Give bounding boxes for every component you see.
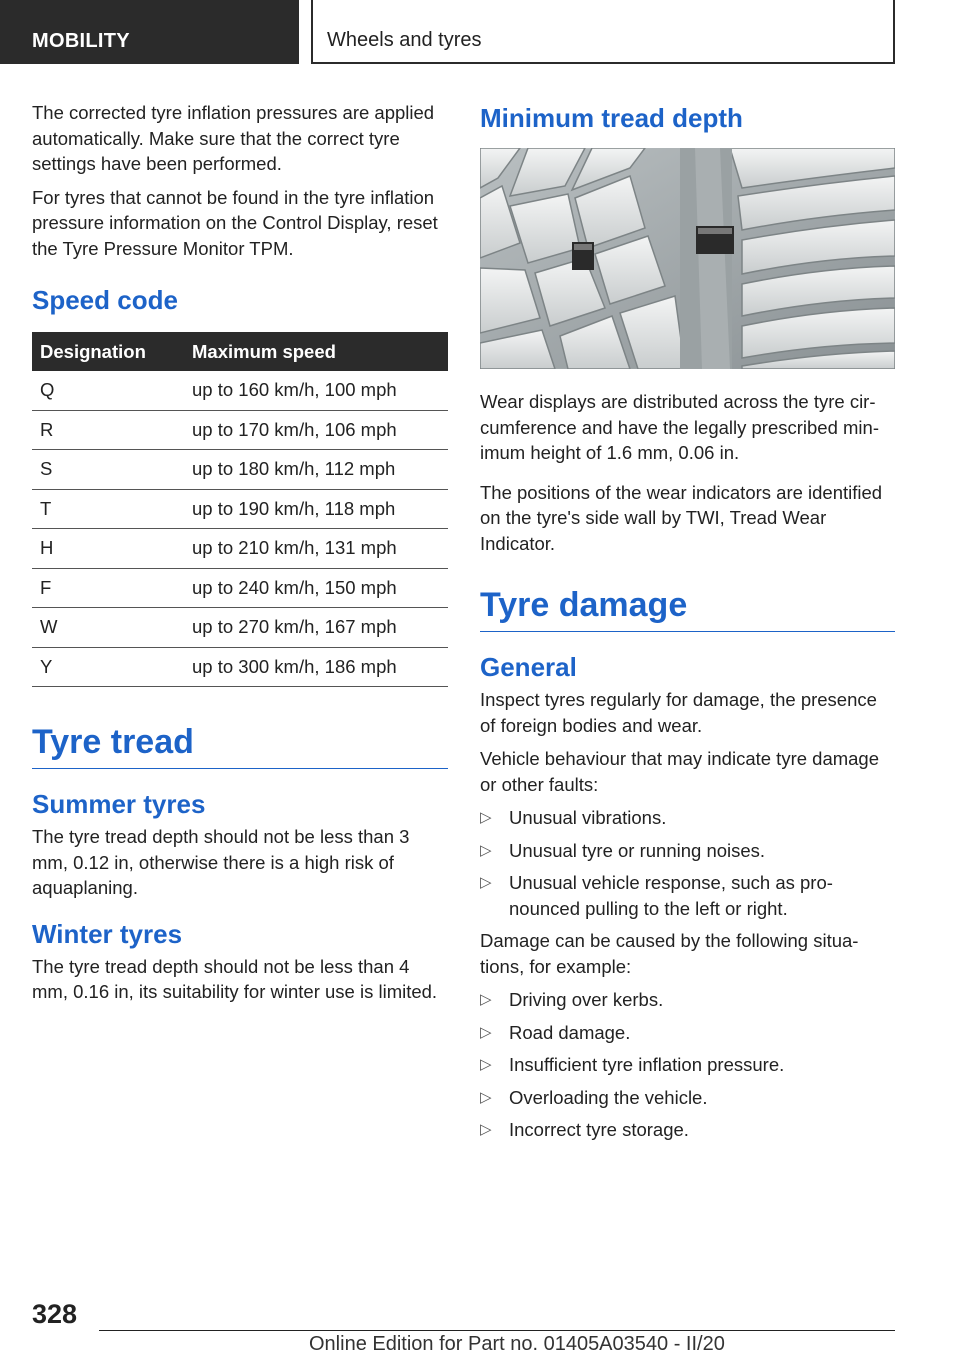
- bullet-triangle-icon: ▷: [480, 1121, 492, 1138]
- designation-cell: T: [32, 489, 180, 529]
- bullet-triangle-icon: ▷: [480, 841, 492, 859]
- bullet-triangle-icon: ▷: [480, 1056, 492, 1073]
- tyre-damage-heading: Tyre damage: [480, 586, 895, 632]
- fault-list: [480, 805, 895, 921]
- table-row: [32, 529, 448, 569]
- designation-cell: W: [32, 608, 180, 648]
- general-text-1: Inspect tyres regularly for damage, the presence of foreign bodies and wear.: [480, 689, 877, 736]
- table-row: [32, 371, 448, 410]
- designation-cell: F: [32, 568, 180, 608]
- section-tab: [0, 0, 299, 64]
- general-text-2: Vehicle behaviour that may indicate tyre damage or other faults:: [480, 748, 880, 795]
- bullet-triangle-icon: ▷: [480, 1088, 492, 1106]
- table-header-row: [32, 332, 448, 371]
- tyre-tread-heading: Tyre tread: [32, 723, 448, 769]
- list-item: ▷ Road damage.: [480, 1020, 895, 1046]
- table-row: [32, 608, 448, 648]
- intro-paragraph-2: For tyres that cannot be found in the tyre inflation pressure information on the Control Display, reset the Tyre Pressure Monitor TPM.: [32, 186, 438, 259]
- speed-cell: up to 160 km/h, 100 mph: [180, 371, 448, 410]
- chapter-title: Wheels and tyres: [327, 29, 482, 51]
- speed-code-table: [32, 332, 448, 687]
- designation-cell: Q: [32, 371, 180, 410]
- wear-display-text: Wear displays are distributed across the tyre circumference and have the legally prescribed minimum height of 1.6 mm, 0.06 in.: [480, 391, 879, 463]
- left-column: [32, 100, 448, 1013]
- table-row: [32, 410, 448, 450]
- table-row: [32, 450, 448, 490]
- table-row: [32, 489, 448, 529]
- causes-list: [480, 987, 895, 1143]
- winter-tyres-text: The tyre tread depth should not be less than 4 mm, 0.16 in, its suitability for winter use is limited.: [32, 955, 438, 1002]
- page-number: 328: [32, 1299, 78, 1329]
- summer-tyres-heading: Summer tyres: [32, 789, 206, 819]
- summer-tyres-text: The tyre tread depth should not be less than 3 mm, 0.12 in, otherwise there is a high risk of aquaplaning.: [32, 826, 410, 898]
- speed-cell: up to 240 km/h, 150 mph: [180, 568, 448, 608]
- speed-code-heading: Speed code: [32, 285, 178, 315]
- list-item: ▷ Unusual vehicle response, such as pronounced pulling to the left or right.: [480, 872, 833, 919]
- list-item: ▷ Insufficient tyre inflation pressure.: [480, 1052, 895, 1078]
- right-column: [480, 100, 895, 1150]
- tyre-wear-indicator-image: [480, 148, 895, 369]
- speed-cell: up to 300 km/h, 186 mph: [180, 647, 448, 687]
- bullet-triangle-icon: ▷: [480, 809, 492, 826]
- list-item: ▷ Overloading the vehicle.: [480, 1085, 895, 1111]
- designation-cell: H: [32, 529, 180, 569]
- section-title: MOBILITY: [32, 30, 130, 52]
- list-item: ▷ Driving over kerbs.: [480, 987, 895, 1013]
- bullet-triangle-icon: ▷: [480, 991, 492, 1008]
- speed-cell: up to 210 km/h, 131 mph: [180, 529, 448, 569]
- list-item: ▷ Unusual vibrations.: [480, 805, 895, 831]
- edition-note: Online Edition for Part no. 01405A03540 - II/20: [309, 1333, 725, 1355]
- table-row: [32, 568, 448, 608]
- intro-paragraph-1: The corrected tyre inflation pressures are applied automatically. Make sure that the correct tyre settings have been performed.: [32, 102, 435, 174]
- list-item: ▷ Unusual tyre or running noises.: [480, 838, 895, 864]
- list-item: ▷ Incorrect tyre storage.: [480, 1117, 895, 1143]
- footer-divider: [99, 1330, 895, 1331]
- general-heading: General: [480, 652, 577, 682]
- speed-cell: up to 180 km/h, 112 mph: [180, 450, 448, 490]
- winter-tyres-heading: Winter tyres: [32, 918, 183, 949]
- table-row: [32, 647, 448, 687]
- designation-cell: S: [32, 450, 180, 490]
- causes-intro-text: Damage can be caused by the following situations, for example:: [480, 930, 859, 977]
- column-header-max-speed: Maximum speed: [180, 332, 448, 371]
- minimum-tread-depth-heading: Minimum tread depth: [480, 103, 743, 133]
- speed-cell: up to 170 km/h, 106 mph: [180, 410, 448, 450]
- chapter-tab: [311, 0, 895, 64]
- speed-cell: up to 190 km/h, 118 mph: [180, 489, 448, 529]
- speed-cell: up to 270 km/h, 167 mph: [180, 608, 448, 648]
- bullet-triangle-icon: ▷: [480, 1023, 492, 1041]
- bullet-triangle-icon: ▷: [480, 874, 492, 891]
- column-header-designation: Designation: [32, 332, 180, 371]
- designation-cell: R: [32, 410, 180, 450]
- designation-cell: Y: [32, 647, 180, 687]
- wear-indicator-position-text: The positions of the wear indicators are identified on the tyre's side wall by TWI, Tread Wear Indicator.: [480, 481, 883, 554]
